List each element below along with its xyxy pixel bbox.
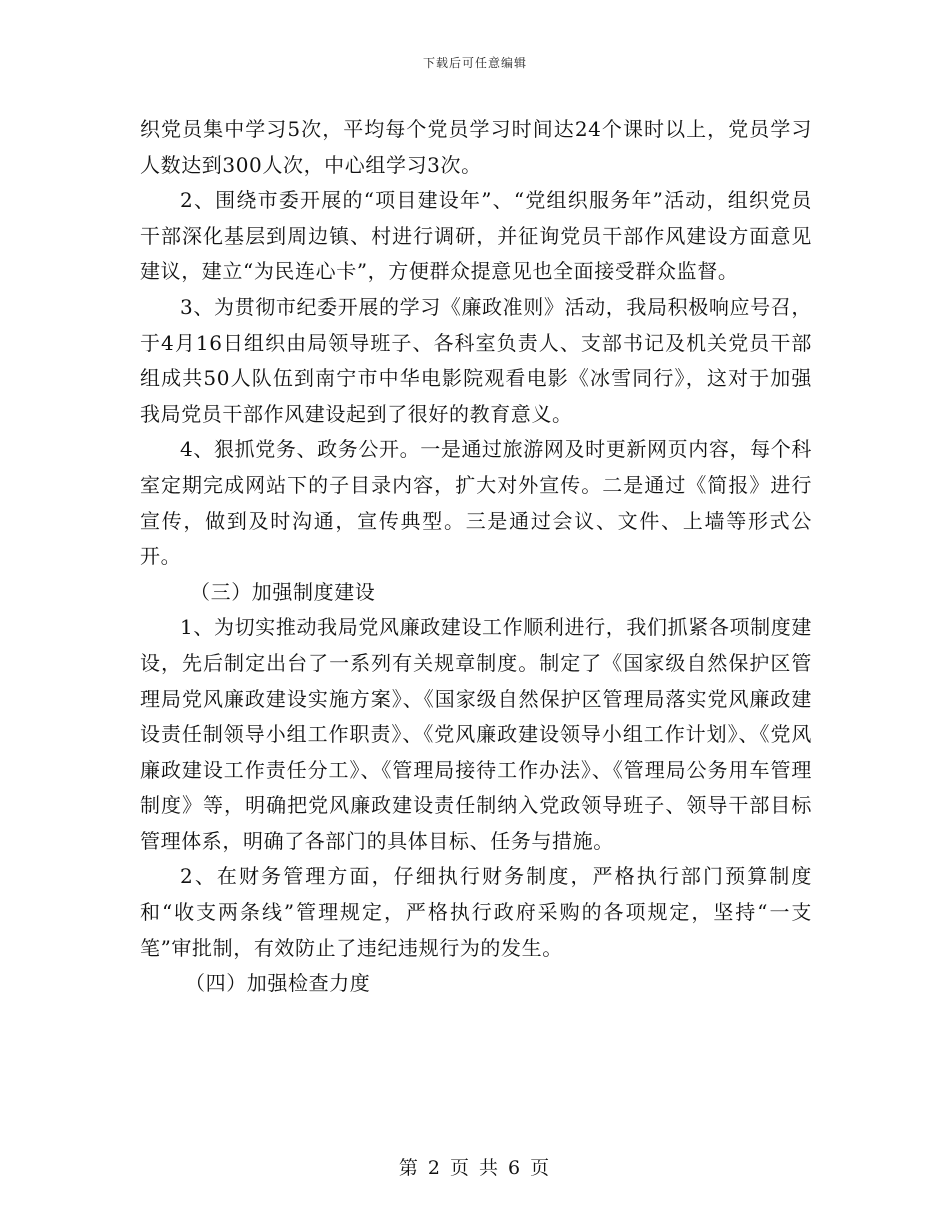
paragraph: 3、为贯彻市纪委开展的学习《廉政准则》活动，我局积极响应号召，于4月16日组织由局领导班子、各科室负责人、支部书记及机关党员干部组成共50人队伍到南宁市中华电影院观看电影《冰雪同行》，这对于加强我局党员干部作风建设起到了很好的教育意义。 (140, 294, 812, 426)
page-header: 下载后可任意编辑 (422, 56, 527, 70)
section-heading: （四）加强检查力度 (185, 971, 371, 996)
paragraph: 4、狠抓党务、政务公开。一是通过旅游网及时更新网页内容，每个科室定期完成网站下的子目录内容，扩大对外宣传。二是通过《简报》进行宣传，做到及时沟通，宣传典型。三是通过会议、文件、上墙等形式公开。 (140, 437, 812, 569)
document-body (140, 112, 812, 1002)
paragraph: 1、为切实推动我局党风廉政建设工作顺利进行，我们抓紧各项制度建设，先后制定出台了一系列有关规章制度。制定了《国家级自然保护区管理局党风廉政建设实施方案》、《国家级自然保护区管理局落实党风廉政建设责任制领导小组工作职责》、《党风廉政建设领导小组工作计划》、《党风廉政建设工作责任分工》、《管理局接待工作办法》、《管理局公务用车管理制度》等，明确把党风廉政建设责任制纳入党政领导班子、领导干部目标管理体系，明确了各部门的具体目标、任务与措施。 (140, 615, 812, 853)
paragraph: 2、在财务管理方面，仔细执行财务制度，严格执行部门预算制度和“收支两条线”管理规定，严格执行政府采购的各项规定，坚持“一支笔”审批制，有效防止了违纪违规行为的发生。 (140, 864, 812, 960)
paragraph: 织党员集中学习5次，平均每个党员学习时间达24个课时以上，党员学习人数达到300人次，中心组学习3次。 (140, 117, 812, 177)
paragraph: 2、围绕市委开展的“项目建设年”、“党组织服务年”活动，组织党员干部深化基层到周边镇、村进行调研，并征询党员干部作风建设方面意见建议，建立“为民连心卡”，方便群众提意见也全面接受群众监督。 (140, 188, 812, 284)
section-heading: （三）加强制度建设 (190, 579, 376, 604)
page-footer: 第 2 页 共 6 页 (398, 1157, 552, 1179)
